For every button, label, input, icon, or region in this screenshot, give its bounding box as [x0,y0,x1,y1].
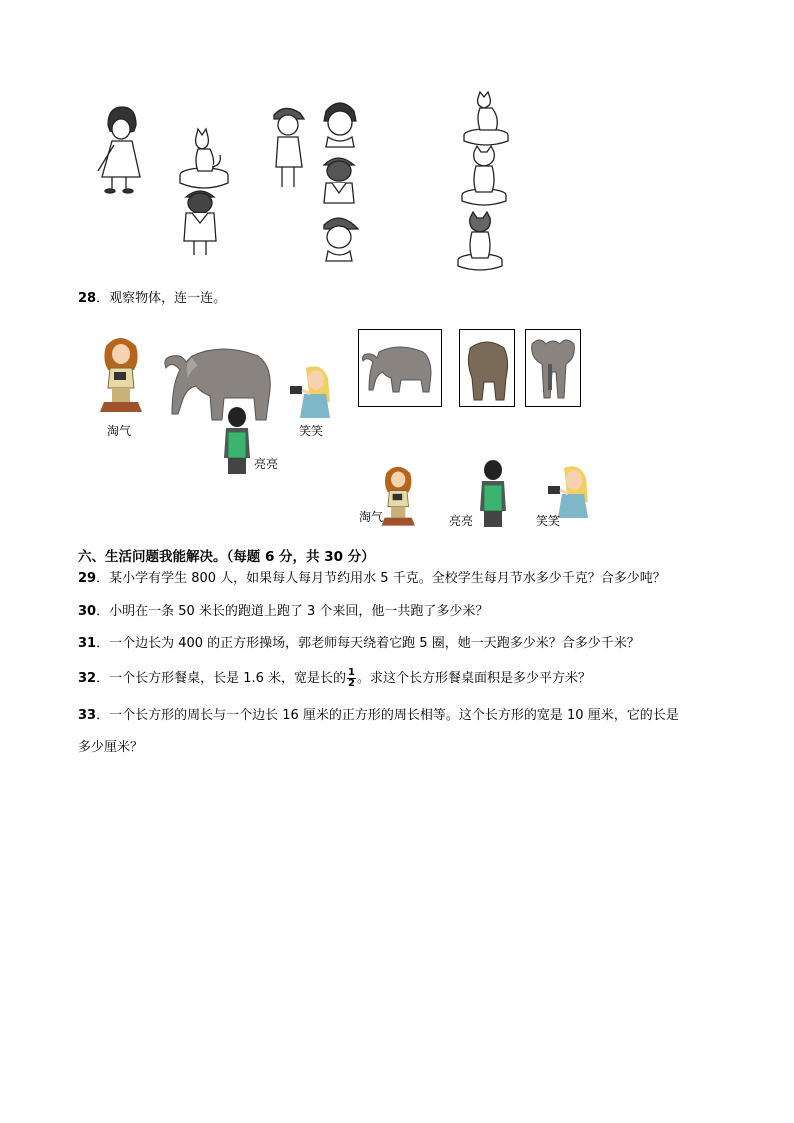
view-box-back[interactable] [459,329,515,407]
label-xiaoxiao-bottom: 笑笑 [536,514,561,528]
question-33-line2: 多少厘米？ [78,740,144,755]
girl-face-icon [324,103,356,147]
kid-back-figure-icon [184,191,216,255]
question-32 [78,668,591,689]
label-taoqi-bottom: 淘气 [359,510,384,524]
label-xiaoxiao: 笑笑 [299,424,324,438]
elephant-icon [152,336,280,424]
question-text: ．一个边长为 400 的正方形操场，郭老师每天绕着它跑 5 圈，她一天跑多少米？合多少千米？ [96,636,640,651]
question-text: ．小明在一条 50 米长的跑道上跑了 3 个来回，他一共跑了多少米？ [96,604,489,619]
elephant-side-view-icon [359,330,441,406]
boy-face-icon [324,218,358,261]
question-text: ．一个长方形餐桌，长是 1.6 米，宽是长的 [96,671,347,686]
question-number: 32 [78,671,97,686]
question-text: ．观察物体，连一连。 [96,291,227,306]
question-number: 29 [78,571,97,586]
question-number: 31 [78,636,97,651]
question-28 [78,289,226,309]
question-text-after: 。求这个长方形餐桌面积是多少平方米？ [357,671,592,686]
question-31 [78,634,640,654]
xiaoxiao-figure-icon [288,364,336,420]
question-number: 33 [78,708,97,723]
taoqi-figure-icon [96,332,148,420]
liangliang-figure-bottom-icon [478,459,508,529]
question-30 [78,602,488,622]
fraction-denominator: 2 [348,678,356,689]
girl-figure-icon [98,107,140,193]
question-number: 28 [78,291,97,306]
elephant-front-view-icon [526,330,580,406]
cat-views-illustration [450,90,520,270]
cat-side-view-icon [464,92,508,145]
cat-back-view-icon [462,146,506,205]
kids-cat-illustration [90,95,240,260]
question-text: ．某小学有学生 800 人，如果每人每月节约用水 5 千克。全校学生每月节水多少千克？合多少吨？ [96,571,666,586]
boy-side-figure-icon [274,108,304,187]
cat-front-view-icon [458,212,502,270]
question-33 [78,706,679,726]
question-number: 30 [78,604,97,619]
label-liangliang-bottom: 亮亮 [449,514,474,528]
label-taoqi: 淘气 [107,424,132,438]
section-6-title: 六、生活问题我能解决。（每题 6 分，共 30 分） [78,549,375,565]
taoqi-figure-bottom-icon [378,462,420,532]
fraction-numerator: 1 [348,667,356,678]
cat-figure-icon [180,129,228,188]
question-text: ．一个长方形的周长与一个边长 16 厘米的正方形的周长相等。这个长方形的宽是 10 厘米，它的长是 [96,708,679,723]
question-29 [78,569,666,589]
label-liangliang: 亮亮 [254,457,279,471]
boy-back-icon [324,158,354,203]
fraction [347,668,356,689]
kids-group-illustration [262,95,372,265]
liangliang-figure-icon [222,406,252,476]
view-box-side[interactable] [358,329,442,407]
elephant-back-view-icon [460,330,514,406]
view-box-front[interactable] [525,329,581,407]
